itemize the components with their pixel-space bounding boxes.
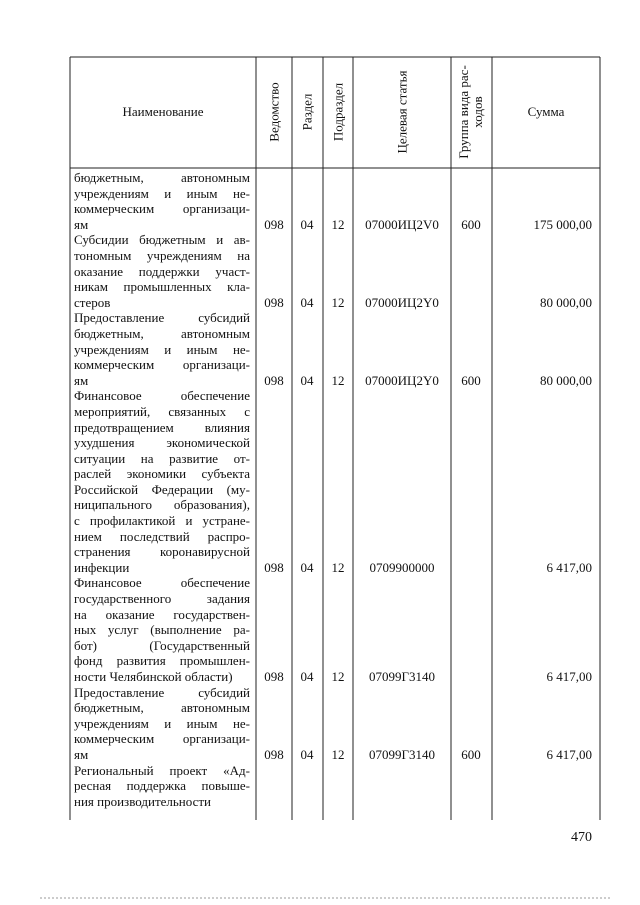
cell-expense-group: 600 <box>461 372 481 388</box>
name-line: бюджетным, автономным <box>74 700 250 716</box>
name-line: фонд развития промышлен- <box>74 653 250 669</box>
cell-amount: 80 000,00 <box>540 294 592 310</box>
name-column <box>74 170 250 809</box>
name-line: ресная поддержка повыше- <box>74 778 250 794</box>
name-line: Предоставление субсидий <box>74 310 250 326</box>
header-amount: Сумма <box>527 104 565 119</box>
header-name: Наименование <box>122 104 204 119</box>
cell-expense-group: 600 <box>461 747 481 763</box>
header-vedomstvo: Ведомство <box>266 82 282 142</box>
name-line: ниципального образования), <box>74 497 250 513</box>
name-line: с профилактикой и устране- <box>74 513 250 529</box>
name-line: инфекции <box>74 559 130 575</box>
cell-razdel: 04 <box>300 294 314 310</box>
name-line: государственного задания <box>74 591 250 607</box>
name-line: раслей экономики субъекта <box>74 466 250 482</box>
cell-podrazdel: 12 <box>331 747 345 763</box>
name-line: ям <box>74 216 89 232</box>
cell-target-item: 07099Г3140 <box>368 747 436 763</box>
name-line: Финансовое обеспечение <box>74 575 250 591</box>
name-line: странения коронавирусной <box>74 544 250 560</box>
name-line: предотвращением влияния <box>74 419 250 435</box>
name-line: коммерческим организаци- <box>74 731 250 747</box>
cell-podrazdel: 12 <box>331 560 345 575</box>
name-line: ности Челябинской области) <box>74 669 233 684</box>
cell-target-item: 07000ИЦ2Y0 <box>365 372 439 388</box>
cell-vedomstvo: 098 <box>264 372 284 388</box>
cell-amount: 6 417,00 <box>546 669 592 685</box>
name-line: ям <box>74 372 89 388</box>
name-line: ных услуг (выполнение ра- <box>74 622 250 638</box>
cell-target-item: 07099Г3140 <box>368 669 436 685</box>
cell-razdel: 04 <box>300 372 314 388</box>
cell-podrazdel: 12 <box>331 216 345 232</box>
cell-amount: 6 417,00 <box>546 560 592 575</box>
name-line: коммерческим организаци- <box>74 201 250 217</box>
name-line: стеров <box>74 294 111 310</box>
header-podrazdel: Подраздел <box>330 82 346 142</box>
cell-amount: 80 000,00 <box>540 372 592 388</box>
name-line: ния производительности <box>74 793 211 809</box>
name-line: бюджетным, автономным <box>74 325 250 341</box>
name-line: Финансовое обеспечение <box>74 388 250 404</box>
page-number: 470 <box>571 830 592 845</box>
cell-podrazdel: 12 <box>331 372 345 388</box>
name-line: ухудшения экономической <box>74 435 250 451</box>
name-line: Предоставление субсидий <box>74 684 250 700</box>
name-line: Субсидии бюджетным и ав- <box>74 232 250 248</box>
name-line: нием последствий распро- <box>74 528 250 544</box>
name-line: мероприятий, связанных с <box>74 403 250 419</box>
name-line: учреждениям и иным не- <box>74 185 250 201</box>
cell-target-item: 0709900000 <box>369 560 435 575</box>
cell-vedomstvo: 098 <box>264 669 284 685</box>
cell-razdel: 04 <box>300 669 314 685</box>
cell-target-item: 07000ИЦ2V0 <box>365 216 439 232</box>
name-line: бот) (Государственный <box>74 637 250 653</box>
name-line: на оказание государствен- <box>74 606 250 622</box>
header-razdel: Раздел <box>299 93 315 131</box>
name-line: коммерческим организаци- <box>74 357 250 373</box>
name-line: ситуации на развитие от- <box>74 450 250 466</box>
cell-vedomstvo: 098 <box>264 747 284 763</box>
name-line: Региональный проект «Ад- <box>74 762 250 778</box>
name-line: бюджетным, автономным <box>74 170 250 185</box>
cell-razdel: 04 <box>300 747 314 763</box>
cell-amount: 6 417,00 <box>546 747 592 763</box>
cell-vedomstvo: 098 <box>264 216 284 232</box>
name-line: Российской Федерации (му- <box>74 481 250 497</box>
cell-vedomstvo: 098 <box>264 294 284 310</box>
name-line: никам промышленных кла- <box>74 279 250 295</box>
header-expense-group: Группа вида рас- ходов <box>456 65 485 159</box>
cell-vedomstvo: 098 <box>264 560 284 575</box>
cell-podrazdel: 12 <box>331 669 345 685</box>
header-target-item: Целевая статья <box>394 70 410 154</box>
cell-target-item: 07000ИЦ2Y0 <box>365 294 439 310</box>
name-line: учреждениям и иным не- <box>74 715 250 731</box>
cell-podrazdel: 12 <box>331 294 345 310</box>
cell-amount: 175 000,00 <box>533 216 592 232</box>
name-line: тономным учреждениям на <box>74 247 250 263</box>
name-line: учреждениям и иным не- <box>74 341 250 357</box>
cell-expense-group: 600 <box>461 216 481 232</box>
name-line: ям <box>74 746 89 762</box>
cell-razdel: 04 <box>300 560 314 575</box>
name-line: оказание поддержки участ- <box>74 263 250 279</box>
cell-razdel: 04 <box>300 216 314 232</box>
